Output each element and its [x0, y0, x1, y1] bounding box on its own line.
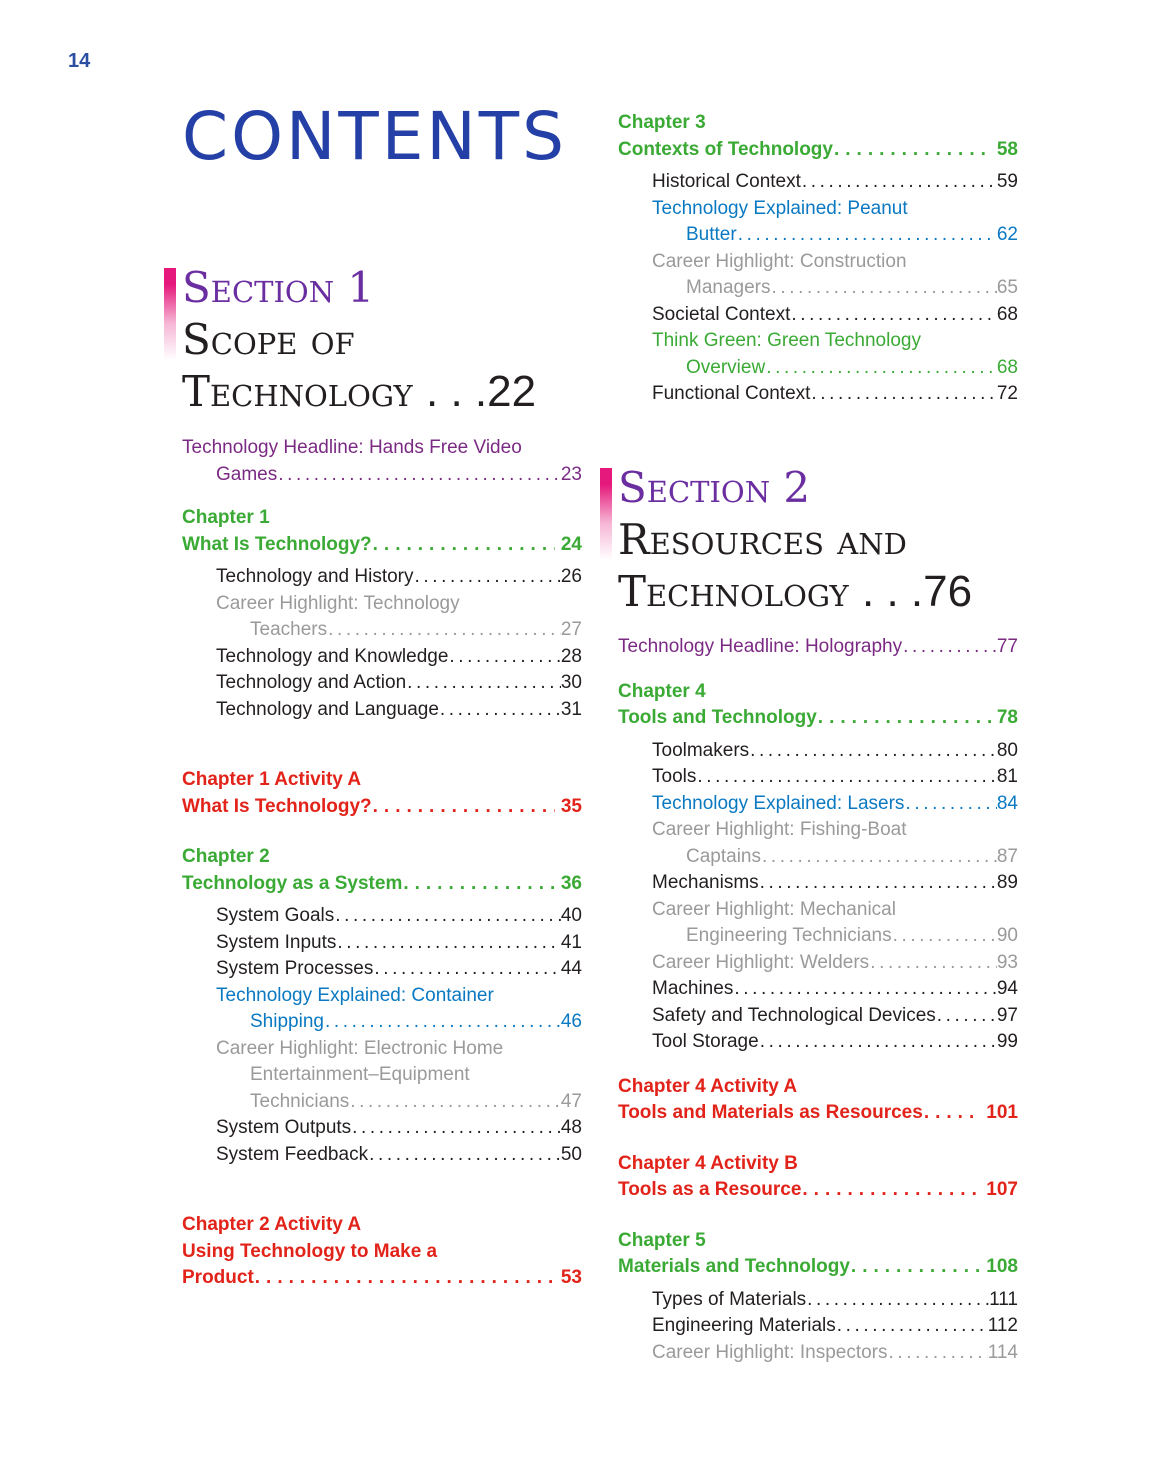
toc-entry[interactable]: System Goals ..... 40	[182, 903, 582, 930]
chapter-5-label: Chapter 5	[618, 1229, 706, 1251]
toc-entry[interactable]: Societal Context ..... 68	[618, 302, 1018, 329]
toc-entry-line2: Entertainment–Equipment	[250, 1064, 470, 1085]
activity-1a-title[interactable]: What Is Technology? ..... 35	[182, 794, 582, 821]
toc-entry[interactable]: Career Highlight: Inspectors ..... 114	[618, 1340, 1018, 1367]
toc-entry[interactable]: Tools ..... 81	[618, 764, 1018, 791]
toc-entry[interactable]: Technology and Language ..... 31	[182, 697, 582, 724]
toc-entry[interactable]: Historical Context ..... 59	[618, 169, 1018, 196]
headline-line1: Technology Headline: Hands Free Video	[182, 437, 522, 458]
toc-entry-line1: Technology Explained: Peanut	[652, 197, 908, 219]
activity-4a-title[interactable]: Tools and Materials as Resources ..... 101	[618, 1100, 1018, 1127]
activity-4b-title[interactable]: Tools as a Resource ..... 107	[618, 1177, 1018, 1204]
section-2-title-line1: Resources and	[618, 515, 907, 564]
toc-entry[interactable]: Safety and Technological Devices ..... 97	[618, 1003, 1018, 1030]
toc-entry[interactable]: Technology Explained: Lasers ..... 84	[618, 791, 1018, 818]
toc-entry[interactable]: Technology and History ..... 26	[182, 564, 582, 591]
activity-4b-label: Chapter 4 Activity B	[618, 1152, 798, 1174]
toc-entry[interactable]: Engineering Materials ..... 112	[618, 1313, 1018, 1340]
toc-entry[interactable]: Types of Materials ..... 111	[618, 1287, 1018, 1314]
activity-2a-title[interactable]: Product ..... 53	[182, 1265, 582, 1292]
toc-entry[interactable]: Mechanisms ..... 89	[618, 870, 1018, 897]
chapter-1-title[interactable]: What Is Technology? ..... 24	[182, 532, 582, 559]
contents-title: CONTENTS	[182, 98, 568, 175]
toc-entry[interactable]: Butter ..... 62	[618, 222, 1018, 249]
toc-entry-line1: Technology Explained: Container	[216, 984, 494, 1006]
toc-entry[interactable]: Managers ..... 65	[618, 275, 1018, 302]
toc-entry[interactable]: Tool Storage ..... 99	[618, 1029, 1018, 1056]
toc-entry[interactable]: Technicians ..... 47	[182, 1089, 582, 1116]
toc-entry[interactable]: Toolmakers ..... 80	[618, 738, 1018, 765]
toc-entry[interactable]: Technology and Action ..... 30	[182, 670, 582, 697]
chapter-2-title[interactable]: Technology as a System ..... 36	[182, 871, 582, 898]
chapter-3-label: Chapter 3	[618, 112, 706, 133]
headline-entry[interactable]: Technology Headline: Holography ..... 77	[618, 634, 1018, 661]
activity-2a-label: Chapter 2 Activity A	[182, 1214, 362, 1235]
toc-entry-line1: Career Highlight: Mechanical	[652, 898, 896, 920]
toc-entry[interactable]: Functional Context ..... 72	[618, 381, 1018, 408]
toc-entry[interactable]: System Inputs ..... 41	[182, 930, 582, 957]
section-marker-bar	[164, 268, 176, 360]
chapter-5-title[interactable]: Materials and Technology ..... 108	[618, 1254, 1018, 1281]
toc-entry[interactable]: Machines ..... 94	[618, 976, 1018, 1003]
activity-4a-label: Chapter 4 Activity A	[618, 1075, 798, 1097]
toc-entry[interactable]: Engineering Technicians ..... 90	[618, 923, 1018, 950]
activity-1a-label: Chapter 1 Activity A	[182, 769, 362, 790]
headline-entry[interactable]: Games ..... 23	[182, 462, 582, 489]
left-column	[182, 435, 582, 1292]
toc-entry[interactable]: Shipping ..... 46	[182, 1009, 582, 1036]
toc-entry[interactable]: Teachers ..... 27	[182, 617, 582, 644]
toc-entry[interactable]: System Processes ..... 44	[182, 956, 582, 983]
toc-entry[interactable]: System Feedback ..... 50	[182, 1142, 582, 1169]
chapter-2-label: Chapter 2	[182, 846, 270, 867]
toc-entry-line1: Career Highlight: Fishing-Boat	[652, 819, 907, 840]
chapter-4-label: Chapter 4	[618, 680, 706, 702]
chapter-4-title[interactable]: Tools and Technology ..... 78	[618, 705, 1018, 732]
right-column-top	[618, 110, 1018, 408]
chapter-3-title[interactable]: Contexts of Technology ..... 58	[618, 137, 1018, 164]
section-2-title-line2[interactable]: Technology . . .76	[618, 567, 973, 616]
right-column-bottom	[618, 634, 1018, 1366]
chapter-1-label: Chapter 1	[182, 507, 270, 528]
toc-entry[interactable]: Captains ..... 87	[618, 844, 1018, 871]
toc-entry[interactable]: Technology and Knowledge ..... 28	[182, 644, 582, 671]
section-2-page: 76	[923, 567, 973, 616]
activity-2a-title-line1: Using Technology to Make a	[182, 1240, 438, 1262]
toc-entry[interactable]: System Outputs ..... 48	[182, 1115, 582, 1142]
toc-entry-line1: Career Highlight: Technology	[216, 592, 460, 614]
section-1-label: Section 1	[182, 263, 375, 312]
toc-entry[interactable]: Career Highlight: Welders ..... 93	[618, 950, 1018, 977]
section-1-title-line1: Scope of	[182, 315, 355, 364]
toc-entry[interactable]: Overview ..... 68	[618, 355, 1018, 382]
toc-entry-line1: Career Highlight: Construction	[652, 250, 907, 272]
section-1-page: 22	[487, 367, 537, 416]
section-1-title-line2[interactable]: Technology . . .22	[182, 367, 537, 416]
toc-entry-line1: Career Highlight: Electronic Home	[216, 1037, 504, 1059]
page-number: 14	[68, 50, 91, 72]
section-2-label: Section 2	[618, 463, 811, 512]
toc-entry-line1: Think Green: Green Technology	[652, 330, 921, 351]
section-marker-bar	[600, 468, 612, 560]
